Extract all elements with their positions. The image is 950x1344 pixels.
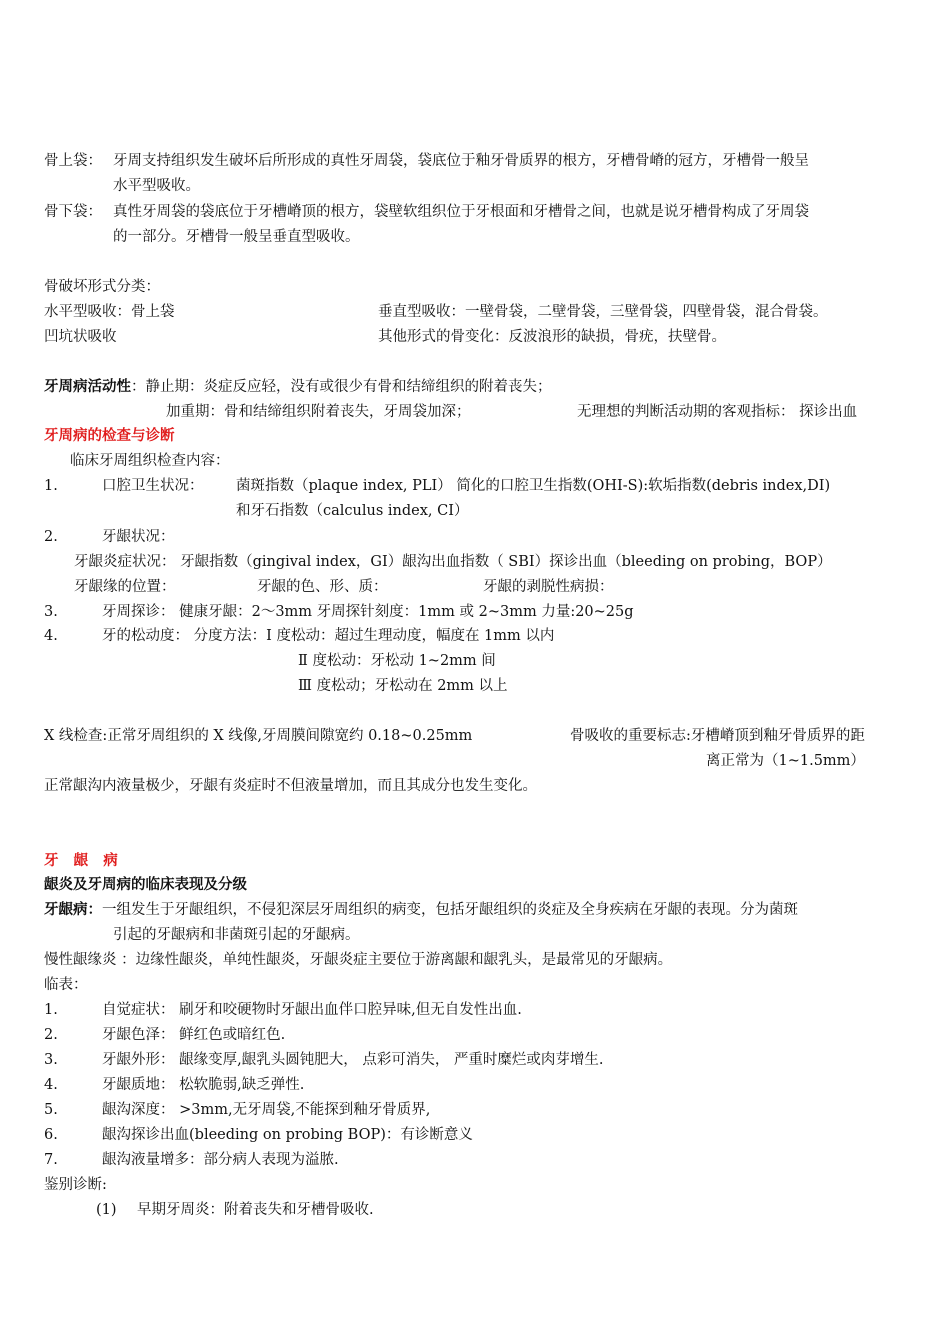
exam-item-1-title: 口腔卫生状况： [102,478,204,494]
supra-pocket-text-cont: 水平型吸收。 [113,178,200,194]
clinical-item-number: 1. [44,1002,58,1018]
exam-item-2-title: 牙龈状况： [102,529,175,545]
exam-item-3-text: 牙周探诊： 健康牙龈：2～3mm 牙周探针刻度：1mm 或 2~3mm 力量:20~25g [102,604,634,620]
exam-heading: 牙周病的检查与诊断 [44,428,175,444]
bone-resorption-mark: 骨吸收的重要标志:牙槽嵴顶到釉牙骨质界的距 [570,728,865,744]
exam-item-4-number: 4. [44,628,58,644]
horizontal-resorption: 水平型吸收：骨上袋 [44,304,175,320]
clinical-item-text: 龈沟液量增多：部分病人表现为溢脓. [102,1152,339,1168]
clinical-item-number: 7. [44,1152,58,1168]
other-bone-changes: 其他形式的骨变化：反波浪形的缺损，骨疣，扶壁骨。 [378,329,726,345]
activity-active: 加重期：骨和结缔组织附着丧失，牙周袋加深； [166,404,471,420]
exam-item-2-lesion: 牙龈的剥脱性病损： [483,579,614,595]
gingival-definition-cont: 引起的牙龈病和非菌斑引起的牙龈病。 [113,927,360,943]
differential-item-1-number: (1) [96,1202,117,1218]
bone-resorption-mark-cont: 离正常为（1~1.5mm） [706,753,865,769]
clinical-item-text: 龈沟深度： >3mm,无牙周袋,不能探到釉牙骨质界, [102,1102,431,1118]
clinical-label: 临表： [44,977,88,993]
destruction-title: 骨破坏形式分类： [44,279,160,295]
differential-item-1-text: 早期牙周炎：附着丧失和牙槽骨吸收. [137,1202,374,1218]
clinical-item-number: 6. [44,1127,58,1143]
gingival-subheading: 龈炎及牙周病的临床表现及分级 [44,877,247,893]
activity-static: ：静止期：炎症反应轻，没有或很少有骨和结缔组织的附着丧失； [131,379,552,395]
exam-item-1-text-cont: 和牙石指数（calculus index, CI） [236,503,469,519]
exam-intro: 临床牙周组织检查内容： [70,453,230,469]
gingival-definition-text: 一组发生于牙龈组织，不侵犯深层牙周组织的病变，包括牙龈组织的炎症及全身疾病在牙龈的表现。分为菌斑 [102,902,798,918]
exam-item-3-number: 3. [44,604,58,620]
crevicular-fluid: 正常龈沟内液量极少，牙龈有炎症时不但液量增加，而且其成分也发生变化。 [44,778,537,794]
chronic-marginal-gingivitis: 慢性龈缘炎 ：边缘性龈炎，单纯性龈炎，牙龈炎症主要位于游离龈和龈乳头，是最常见的牙龈病。 [44,952,673,968]
exam-item-4-degree-3: Ⅲ 度松动；牙松动在 2mm 以上 [298,678,508,694]
vertical-resorption: 垂直型吸收：一壁骨袋，二壁骨袋，三壁骨袋，四壁骨袋，混合骨袋。 [378,304,828,320]
gingival-heading: 牙 龈 病 [44,853,118,869]
clinical-item-text: 龈沟探诊出血(bleeding on probing BOP)：有诊断意义 [102,1127,473,1143]
clinical-item-text: 自觉症状： 刷牙和咬硬物时牙龈出血伴口腔异味,但无自发性出血. [102,1002,522,1018]
clinical-item-number: 4. [44,1077,58,1093]
clinical-item-text: 牙龈色泽： 鲜红色或暗红色. [102,1027,286,1043]
clinical-item-number: 3. [44,1052,58,1068]
supra-pocket-text: 牙周支持组织发生破坏后所形成的真性牙周袋，袋底位于釉牙骨质界的根方，牙槽骨嵴的冠方，牙槽骨一般呈 [113,153,809,169]
gingival-definition [44,900,798,920]
supra-pocket-label: 骨上袋： [44,153,102,169]
exam-item-2-margin: 牙龈缘的位置： [74,579,176,595]
gingival-definition-label: 牙龈病： [44,902,102,918]
exam-item-1-text: 菌斑指数（plaque index, PLI） 简化的口腔卫生指数(OHI-S):软垢指数(debris index,DI) [236,478,831,494]
infra-pocket-label: 骨下袋： [44,204,102,220]
activity-label: 牙周病活动性 [44,379,131,395]
exam-item-2-color: 牙龈的色、形、质： [257,579,388,595]
clinical-item-text: 牙龈外形： 龈缘变厚,龈乳头圆钝肥大， 点彩可消失， 严重时糜烂或肉芽增生. [102,1052,604,1068]
differential-diagnosis-label: 鉴别诊断: [44,1177,107,1193]
activity-indicator: 无理想的判断活动期的客观指标： 探诊出血 [577,404,858,420]
crater-resorption: 凹坑状吸收 [44,329,117,345]
activity-line [44,377,552,397]
exam-item-1-number: 1. [44,478,58,494]
exam-item-4-degree-2: Ⅱ 度松动：牙松动 1~2mm 间 [298,653,496,669]
infra-pocket-text-cont: 的一部分。牙槽骨一般呈垂直型吸收。 [113,229,360,245]
clinical-item-text: 牙龈质地： 松软脆弱,缺乏弹性. [102,1077,305,1093]
infra-pocket-text: 真性牙周袋的袋底位于牙槽嵴顶的根方，袋壁软组织位于牙根面和牙槽骨之间，也就是说牙槽骨构成了牙周袋 [113,204,809,220]
clinical-item-number: 5. [44,1102,58,1118]
exam-item-2-inflammation: 牙龈炎症状况： 牙龈指数（gingival index，GI）龈沟出血指数（ SBI）探诊出血（bleeding on probing，BOP） [74,554,832,570]
exam-item-4-text: 牙的松动度： 分度方法：Ⅰ 度松动：超过生理动度，幅度在 1mm 以内 [102,628,555,644]
xray-exam: X 线检查:正常牙周组织的 X 线像,牙周膜间隙宽约 0.18~0.25mm [44,728,473,744]
clinical-item-number: 2. [44,1027,58,1043]
exam-item-2-number: 2. [44,529,58,545]
